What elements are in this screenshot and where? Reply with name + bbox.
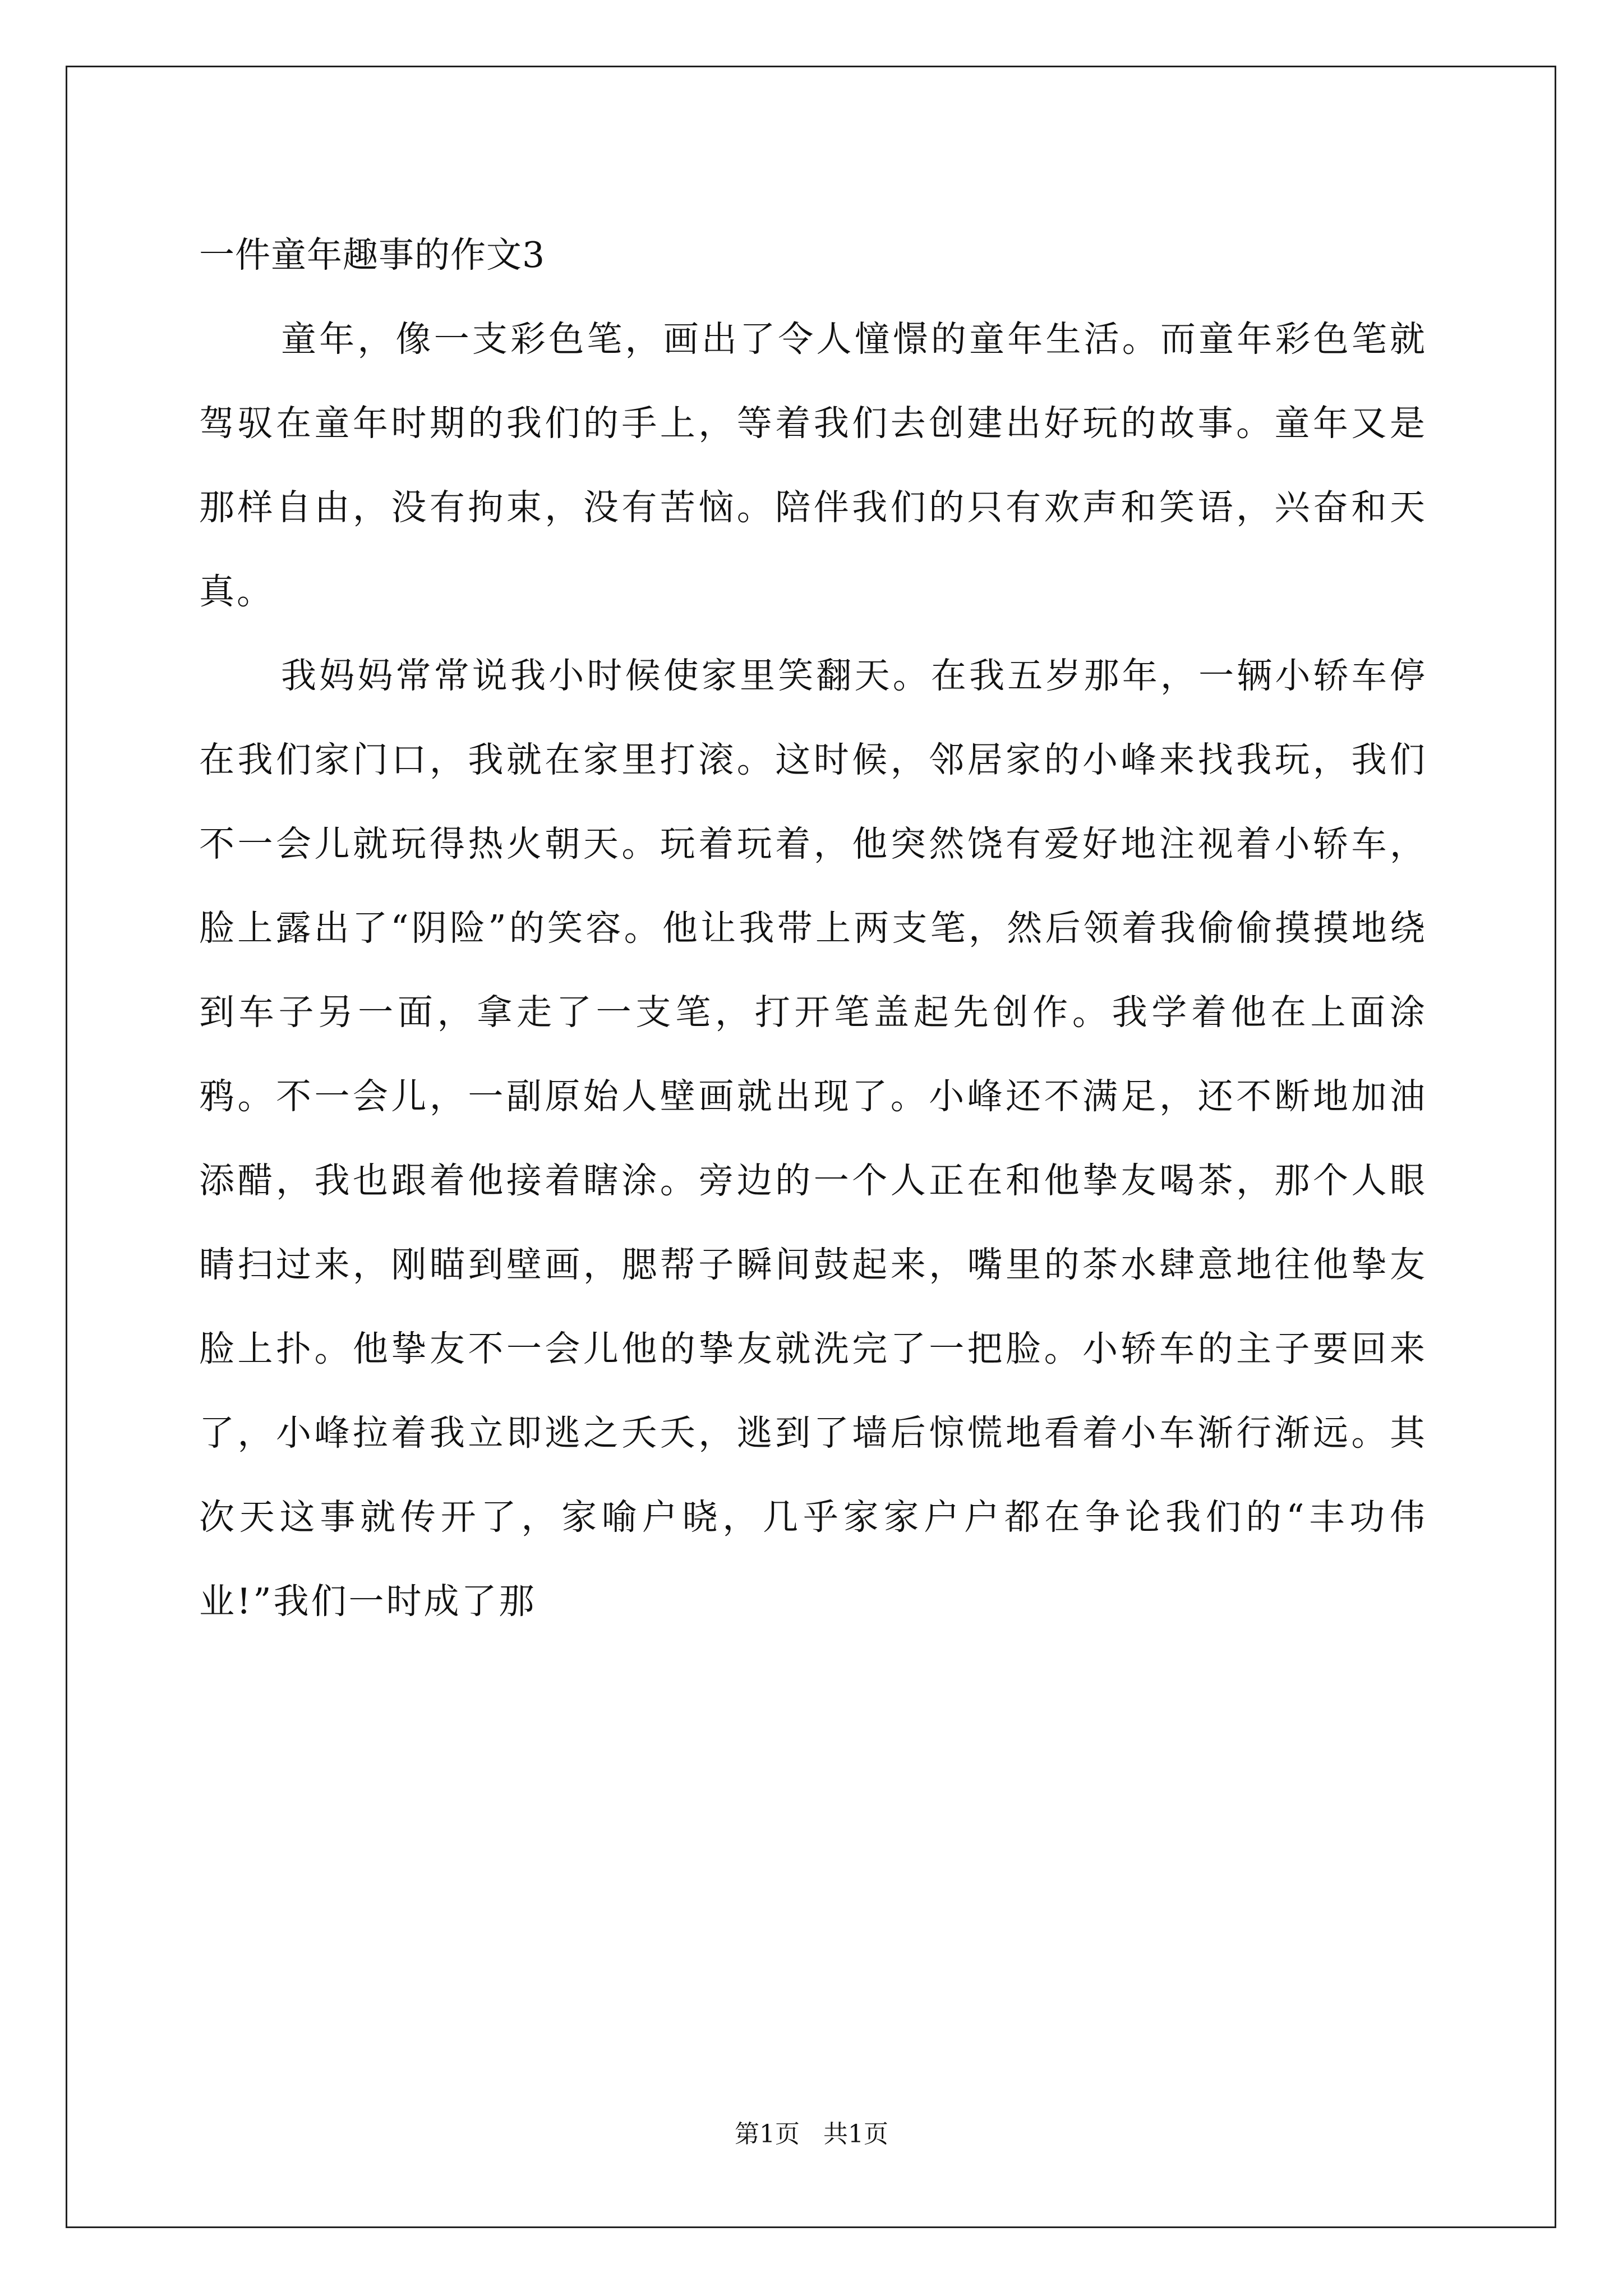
page-number: 第1页 (735, 2120, 800, 2148)
page-footer (0, 2118, 1623, 2151)
footer-spacer (800, 2120, 823, 2148)
document-title: 一件童年趣事的作文3 (199, 234, 546, 275)
page-total: 共1页 (823, 2120, 888, 2148)
paragraph-2: 我妈妈常常说我小时候使家里笑翻天。在我五岁那年，一辆小轿车停在我们家门口，我就在家里打滚。这时候，邻居家的小峰来找我玩，我们不一会儿就玩得热火朝天。玩着玩着，他突然饶有爱好地注视着小轿车，脸上露出了“阴险”的笑容。他让我带上两支笔，然后领着我偷偷摸摸地绕到车子另一面，拿走了一支笔，打开笔盖起先创作。我学着他在上面涂鸦。不一会儿，一副原始人壁画就出现了。小峰还不满足，还不断地加油添醋，我也跟着他接着瞎涂。旁边的一个人正在和他挚友喝茶，那个人眼睛扫过来，刚瞄到壁画，腮帮子瞬间鼓起来，嘴里的茶水肆意地往他挚友脸上扑。他挚友不一会儿他的挚友就洗完了一把脸。小轿车的主子要回来了，小峰拉着我立即逃之夭夭，逃到了墙后惊慌地看着小车渐行渐远。其次天这事就传开了，家喻户晓，几乎家家户户都在争论我们的“丰功伟业!”我们一时成了那 (199, 655, 1427, 1622)
document-body (199, 213, 1427, 1644)
paragraph-1: 童年，像一支彩色笔，画出了令人憧憬的童年生活。而童年彩色笔就驾驭在童年时期的我们的手上，等着我们去创建出好玩的故事。童年又是那样自由，没有拘束，没有苦恼。陪伴我们的只有欢声和笑语，兴奋和天真。 (199, 319, 1427, 612)
